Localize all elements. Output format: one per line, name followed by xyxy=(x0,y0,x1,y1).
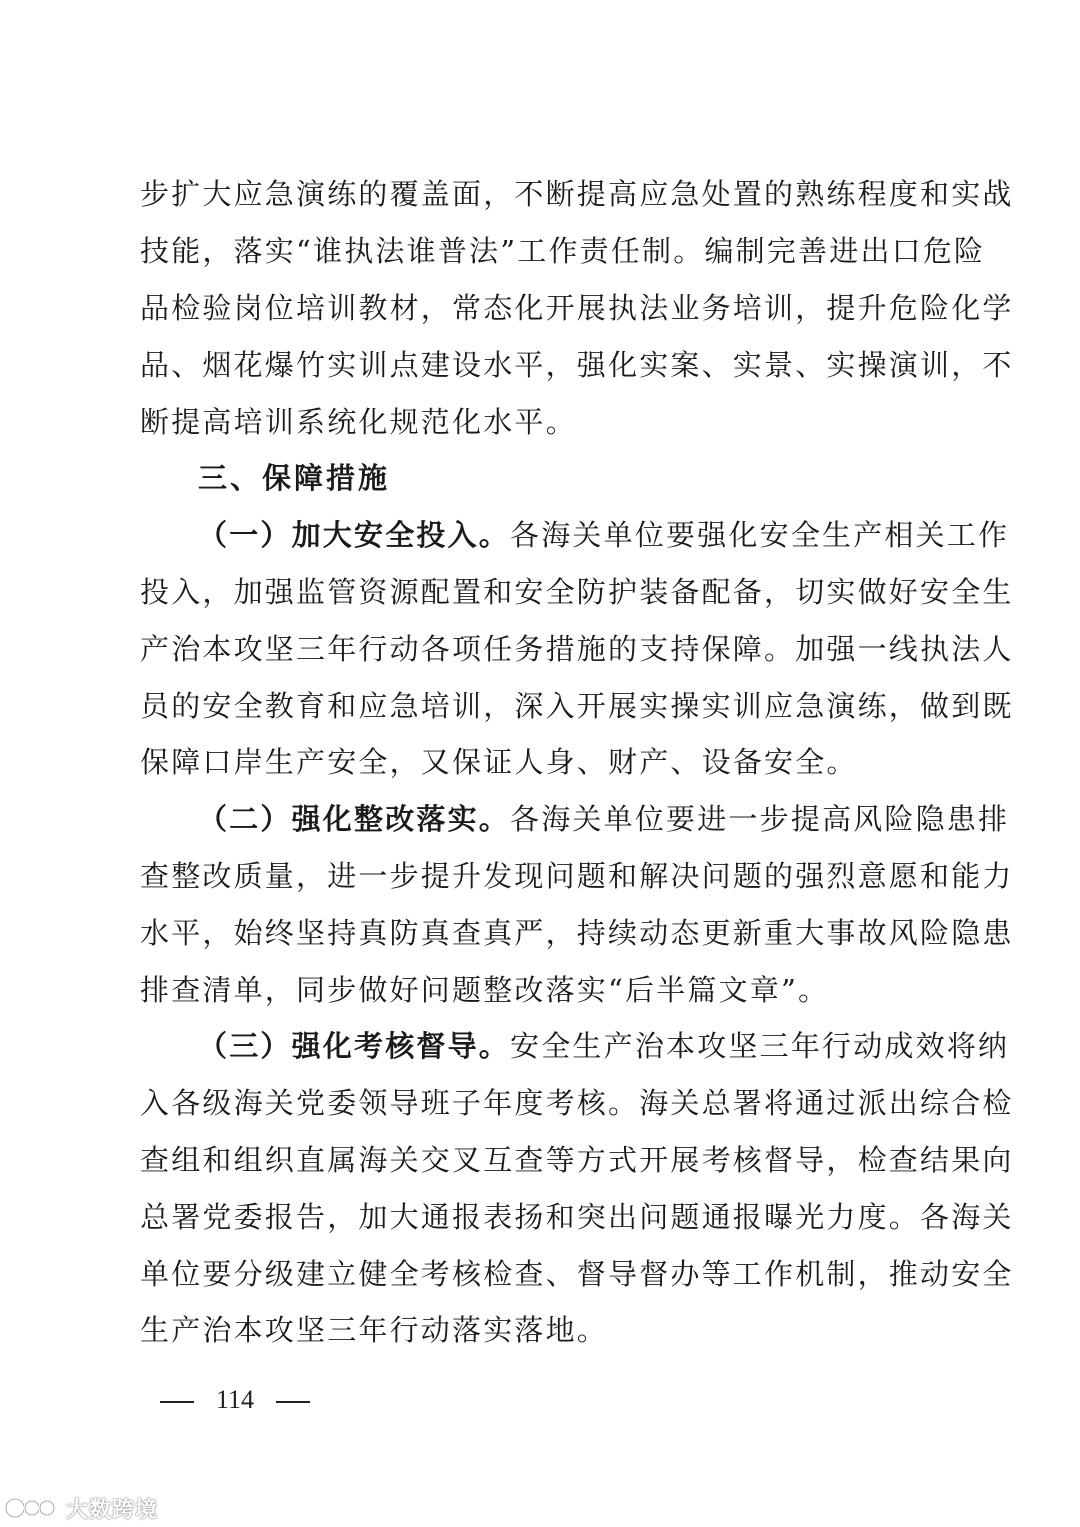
paragraph-line: 查整改质量，进一步提升发现问题和解决问题的强烈意愿和能力 xyxy=(140,859,1014,893)
watermark xyxy=(4,1494,158,1522)
section-heading: 三、保障措施 xyxy=(198,461,391,495)
subsection-title: （二）强化整改落实。 xyxy=(198,802,511,836)
paragraph-line: 排查清单，同步做好问题整改落实“后半篇文章”。 xyxy=(140,973,830,1007)
dash-right xyxy=(276,1401,310,1403)
paragraph-line: 步扩大应急演练的覆盖面，不断提高应急处置的熟练程度和实战 xyxy=(140,177,1014,211)
paragraph-line: 生产治本攻坚三年行动落实落地。 xyxy=(140,1313,609,1347)
page-number xyxy=(160,1380,310,1420)
paragraph-line: 员的安全教育和应急培训，深入开展实操实训应急演练，做到既 xyxy=(140,689,1014,723)
paragraph-first-line xyxy=(198,515,1010,555)
watermark-logo-icon xyxy=(4,1495,62,1521)
paragraph-text: 各海关单位要强化安全生产相关工作 xyxy=(510,518,1010,552)
paragraph-line: 入各级海关党委领导班子年度考核。海关总署将通过派出综合检 xyxy=(140,1086,1014,1120)
paragraph-text: 安全生产治本攻坚三年行动成效将纳 xyxy=(510,1029,1010,1063)
paragraph-line: 单位要分级建立健全考核检查、督导督办等工作机制，推动安全 xyxy=(140,1257,1014,1291)
subsection-title: （三）强化考核督导。 xyxy=(198,1029,511,1063)
paragraph-first-line xyxy=(198,1026,1010,1066)
page-number-value: 114 xyxy=(216,1385,255,1414)
paragraph-line: 品检验岗位培训教材，常态化开展执法业务培训，提升危险化学 xyxy=(140,291,1014,325)
paragraph-line: 查组和组织直属海关交叉互查等方式开展考核督导，检查结果向 xyxy=(140,1143,1014,1177)
paragraph-line: 投入，加强监管资源配置和安全防护装备配备，切实做好安全生 xyxy=(140,575,1014,609)
paragraph-line: 品、烟花爆竹实训点建设水平，强化实案、实景、实操演训，不 xyxy=(140,348,1014,382)
paragraph-first-line xyxy=(198,799,1010,839)
subsection-title: （一）加大安全投入。 xyxy=(198,518,511,552)
paragraph-line: 产治本攻坚三年行动各项任务措施的支持保障。加强一线执法人 xyxy=(140,632,1014,666)
dash-left xyxy=(160,1401,194,1403)
paragraph-line: 保障口岸生产安全，又保证人身、财产、设备安全。 xyxy=(140,745,858,779)
paragraph-line: 技能，落实“谁执法谁普法”工作责任制。编制完善进出口危险 xyxy=(140,234,986,268)
paragraph-line: 水平，始终坚持真防真查真严，持续动态更新重大事故风险隐患 xyxy=(140,916,1014,950)
paragraph-line: 断提高培训系统化规范化水平。 xyxy=(140,405,577,439)
paragraph-line: 总署党委报告，加大通报表扬和突出问题通报曝光力度。各海关 xyxy=(140,1200,1014,1234)
paragraph-text: 各海关单位要进一步提高风险隐患排 xyxy=(510,802,1010,836)
watermark-text: 大数跨境 xyxy=(66,1497,159,1523)
